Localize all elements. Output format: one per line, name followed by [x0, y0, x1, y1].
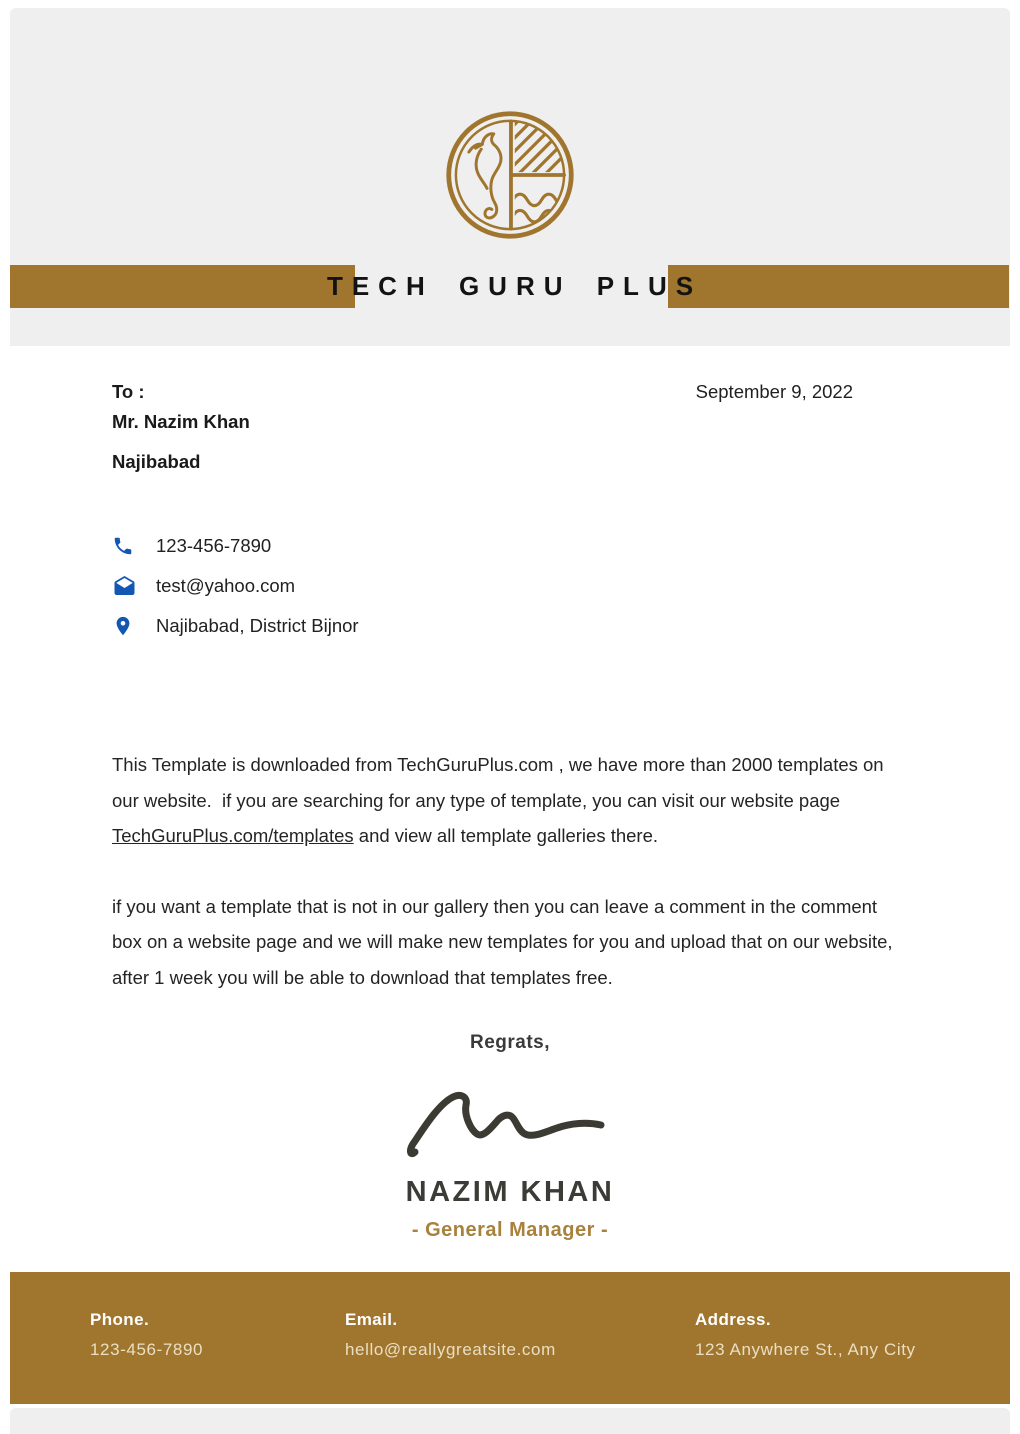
- signer-title: - General Manager -: [411, 1219, 609, 1241]
- contact-email: test@yahoo.com: [156, 575, 296, 596]
- paragraph-1-text: This Template is downloaded from TechGuruPlus.com , we have more than 2000 templates on our website. if you are searching for any type of template, you can visit our website page: [112, 754, 889, 811]
- location-pin-icon: [112, 612, 156, 640]
- contact-phone: 123-456-7890: [156, 535, 272, 556]
- templates-link[interactable]: TechGuruPlus.com/templates: [112, 825, 354, 846]
- brand-name: TECH GURU PLUS: [326, 271, 703, 301]
- header-panel: [10, 8, 1010, 346]
- contact-row-email: [112, 566, 359, 606]
- handwritten-signature: [395, 1078, 625, 1160]
- footer-email-label: Email.: [345, 1310, 398, 1329]
- footer-address-value: 123 Anywhere St., Any City: [695, 1340, 916, 1359]
- footer-bar: [10, 1272, 1010, 1404]
- letter-body: [112, 747, 907, 995]
- next-page-strip: [10, 1408, 1010, 1434]
- seahorse-logo-icon: [443, 108, 577, 242]
- closing-text: Regrats,: [469, 1032, 551, 1053]
- footer-email-value: hello@reallygreatsite.com: [345, 1340, 556, 1359]
- footer-email-column: [345, 1310, 556, 1360]
- recipient-block: [112, 381, 250, 472]
- footer-phone-column: [90, 1310, 203, 1360]
- recipient-city: Najibabad: [112, 451, 201, 472]
- footer-phone-label: Phone.: [90, 1310, 150, 1329]
- footer-address-column: [695, 1310, 916, 1360]
- contact-block: [112, 526, 359, 646]
- recipient-name: Mr. Nazim Khan: [112, 411, 250, 432]
- contact-location: Najibabad, District Bijnor: [156, 615, 359, 636]
- paragraph-2: if you want a template that is not in our gallery then you can leave a comment in the comment box on a website page and we will make new templates for you and upload that on our website, after 1 week you will be able to download that templates free.: [112, 895, 898, 988]
- paragraph-1: [112, 747, 907, 854]
- envelope-icon: [112, 575, 156, 597]
- footer-phone-value: 123-456-7890: [90, 1340, 204, 1359]
- phone-icon: [112, 535, 156, 557]
- footer-address-label: Address.: [695, 1310, 771, 1329]
- letter-date: September 9, 2022: [695, 381, 853, 402]
- contact-row-location: [112, 606, 359, 646]
- contact-row-phone: [112, 526, 359, 566]
- paragraph-1-text-after: and view all template galleries there.: [353, 825, 659, 846]
- signer-name: NAZIM KHAN: [405, 1176, 615, 1208]
- recipient-label: To :: [112, 381, 145, 402]
